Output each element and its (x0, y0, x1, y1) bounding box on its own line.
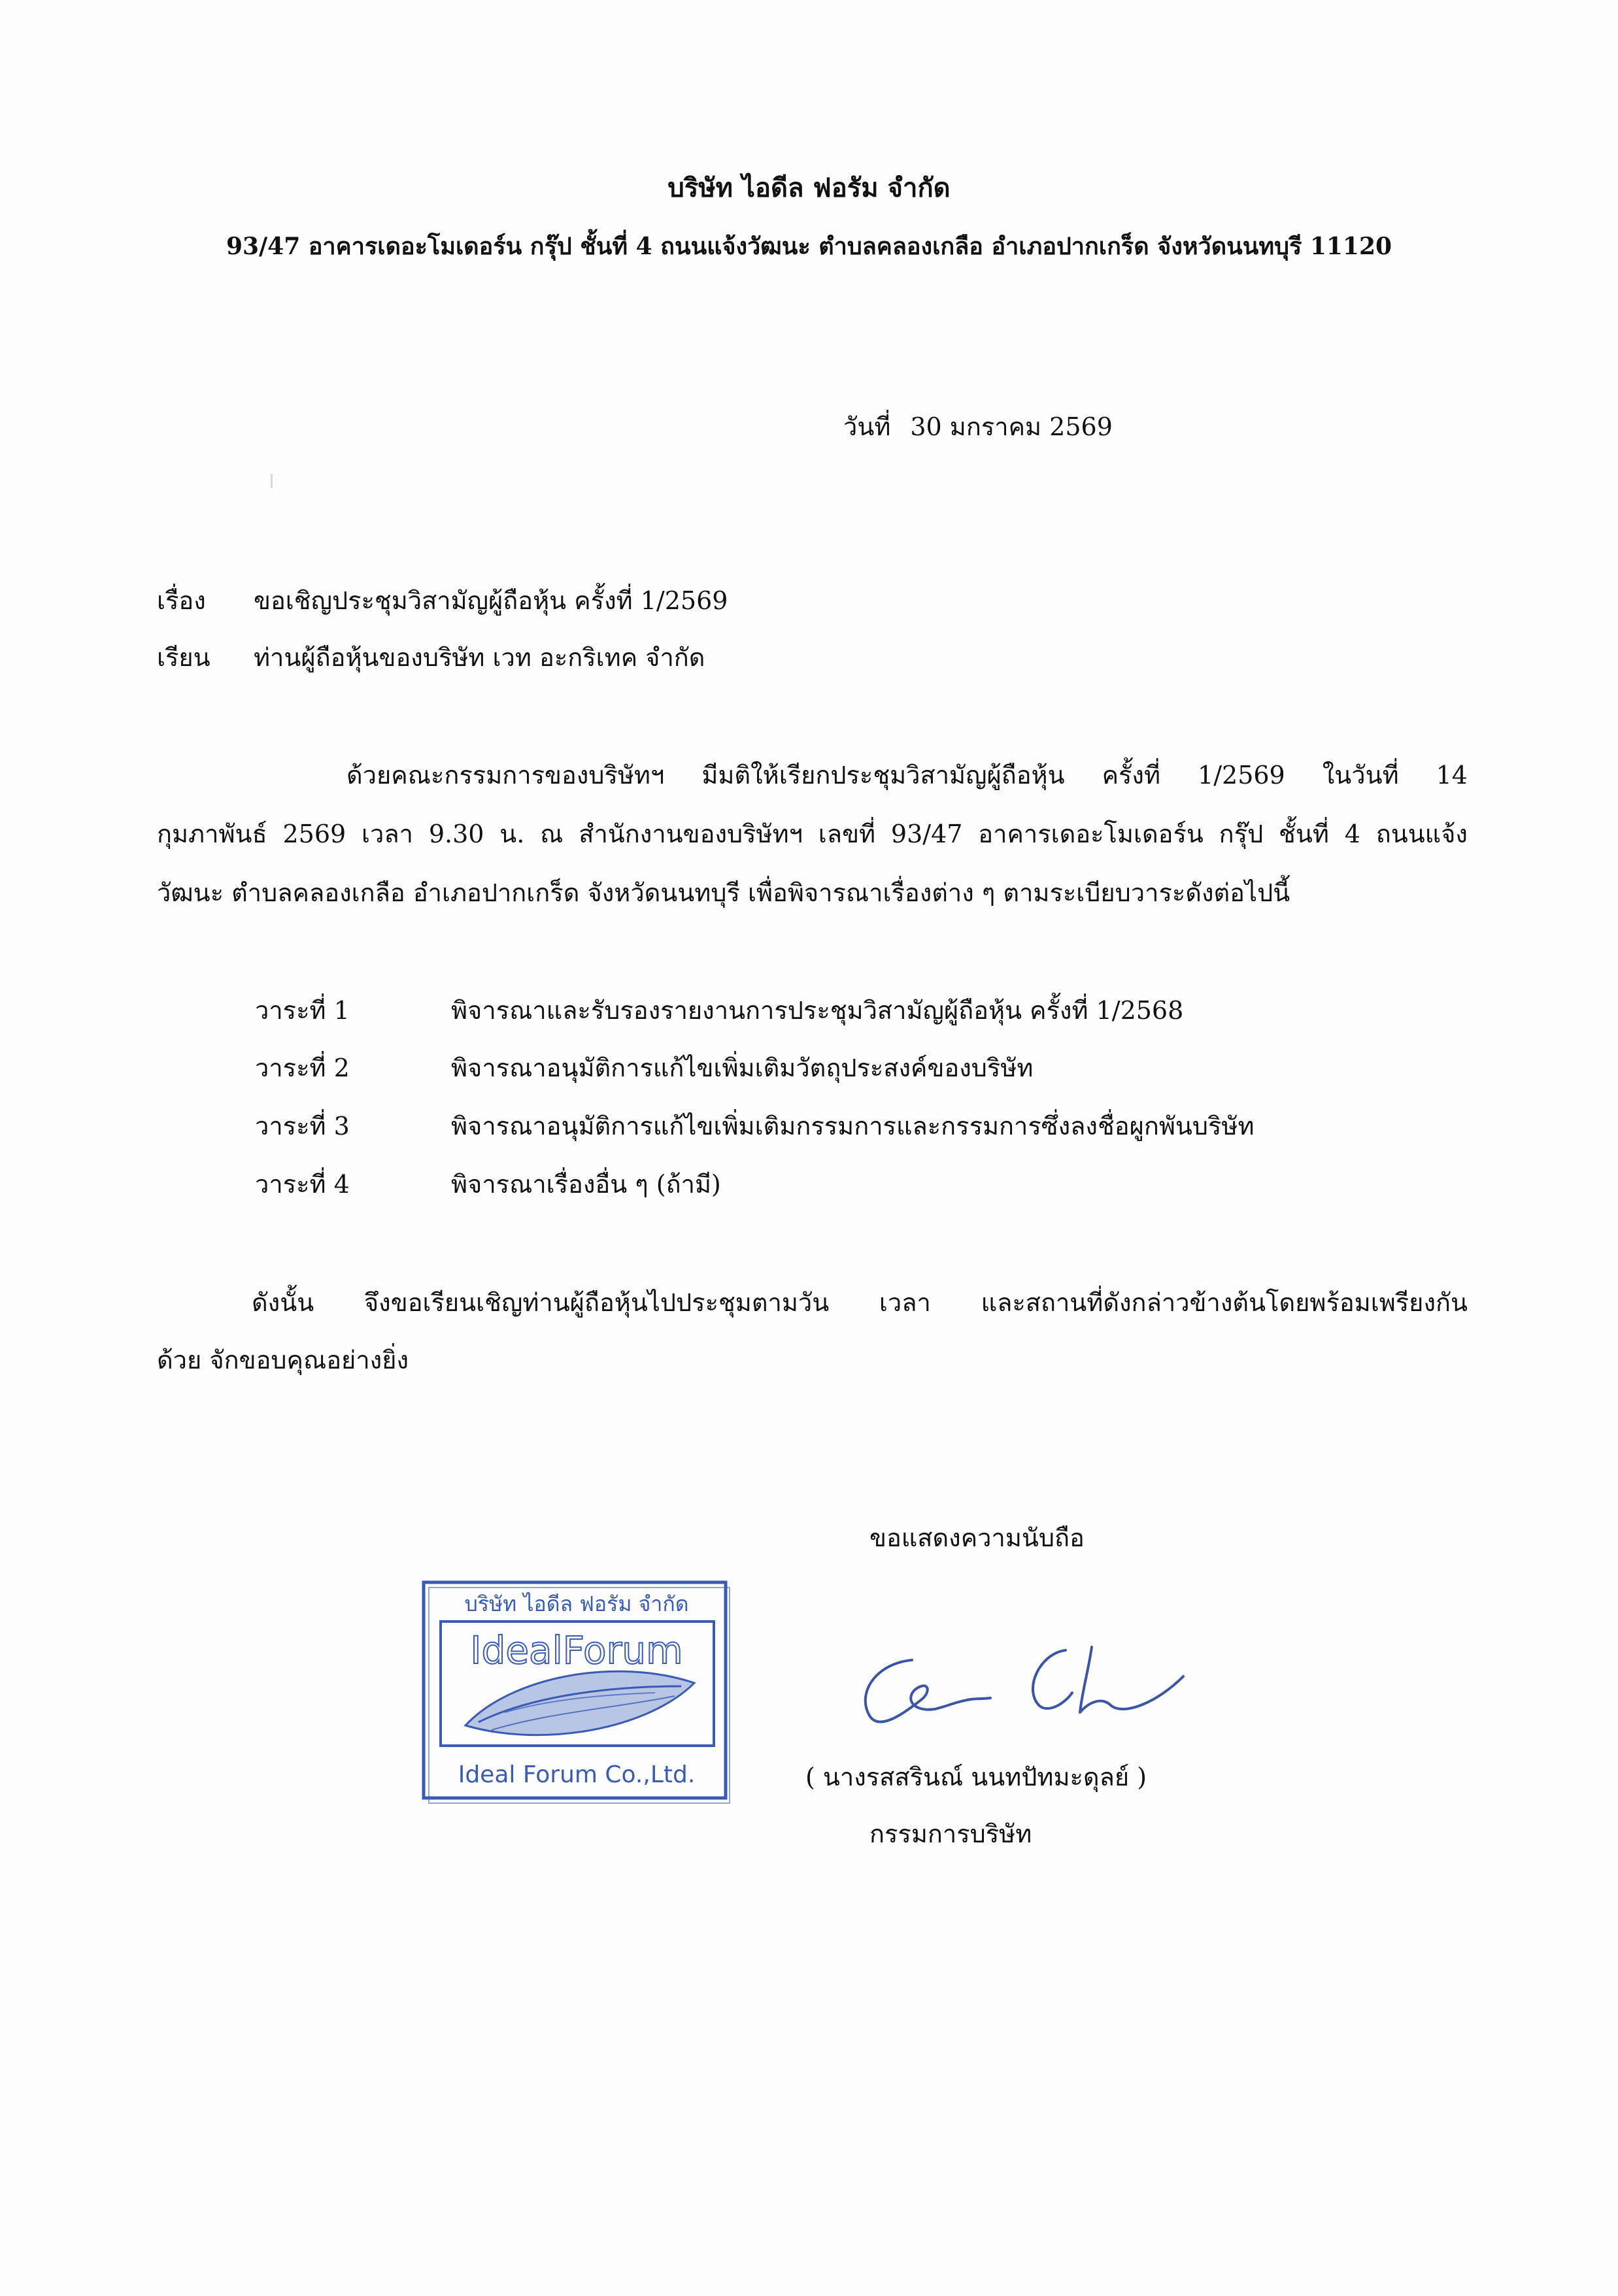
paragraph2-line: ด้วย จักขอบคุณอย่างยิ่ง (157, 1346, 409, 1374)
paragraph1-line: ด้วยคณะกรรมการของบริษัทฯ มีมติให้เรียกประชุมวิสามัญผู้ถือหุ้น ครั้งที่ 1/2569 ในวันที่ 14 (346, 761, 1468, 790)
stamp-logo-text: IdealForum (470, 1628, 683, 1672)
subject-text: ขอเชิญประชุมวิสามัญผู้ถือหุ้น ครั้งที่ 1/2569 (254, 586, 728, 615)
agenda-number: วาระที่ 4 (255, 1170, 350, 1199)
agenda-number: วาระที่ 1 (255, 996, 350, 1025)
agenda-number: วาระที่ 3 (255, 1112, 350, 1140)
paragraph1-line: วัฒนะ ตำบลคลองเกลือ อำเภอปากเกร็ด จังหวัดนนทบุรี เพื่อพิจารณาเรื่องต่าง ๆ ตามระเบียบวาระดังต่อไปนี้ (157, 878, 1290, 907)
recipient-label: เรียน (157, 643, 211, 672)
signer-name: ( นางรสสรินณ์ นนทปัทมะดุลย์ ) (805, 1763, 1147, 1791)
recipient-text: ท่านผู้ถือหุ้นของบริษัท เวท อะกริเทค จำกัด (254, 643, 705, 672)
stamp-top-text: บริษัท ไอดีล ฟอรัม จำกัด (464, 1591, 689, 1616)
signer-title: กรรมการบริษัท (869, 1820, 1032, 1848)
company-address: 93/47 อาคารเดอะโมเดอร์น กรุ๊ป ชั้นที่ 4 ถนนแจ้งวัฒนะ ตำบลคลองเกลือ อำเภอปากเกร็ด จังหวัดนนทบุรี 11120 (226, 233, 1392, 260)
stamp-bottom-text: Ideal Forum Co.,Ltd. (458, 1761, 696, 1788)
agenda-item (255, 1048, 1033, 1088)
agenda-text: พิจารณาเรื่องอื่น ๆ (ถ้ามี) (451, 1170, 721, 1199)
agenda-item (255, 1106, 1255, 1146)
agenda-text: พิจารณาอนุมัติการแก้ไขเพิ่มเติมกรรมการและกรรมการซึ่งลงชื่อผูกพันบริษัท (451, 1112, 1255, 1140)
company-name: บริษัท ไอดีล ฟอรัม จำกัด (667, 173, 951, 203)
agenda-item (255, 990, 1183, 1030)
agenda-item (255, 1164, 721, 1204)
company-stamp (420, 1578, 735, 1806)
handwritten-signature (850, 1640, 1203, 1739)
paragraph2-line: ดังนั้น จึงขอเรียนเชิญท่านผู้ถือหุ้นไปประชุมตามวัน เวลา และสถานที่ดังกล่าวข้างต้นโดยพร้อมเพรียงกัน (252, 1288, 1468, 1317)
leaf-logo-icon (465, 1671, 694, 1735)
letter-date (843, 407, 1113, 446)
agenda-number: วาระที่ 2 (255, 1054, 350, 1082)
subject-line (157, 580, 728, 620)
subject-label: เรื่อง (157, 586, 206, 615)
scan-artifact (271, 474, 273, 488)
agenda-text: พิจารณาอนุมัติการแก้ไขเพิ่มเติมวัตถุประสงค์ของบริษัท (451, 1054, 1034, 1082)
date-label: วันที่ (843, 412, 891, 441)
paragraph1-line: กุมภาพันธ์ 2569 เวลา 9.30 น. ณ สำนักงานของบริษัทฯ เลขที่ 93/47 อาคารเดอะโมเดอร์น กรุ๊ป ชั้นที่ 4 ถนนแจ้ง (157, 820, 1468, 848)
closing-salutation: ขอแสดงความนับถือ (869, 1523, 1085, 1552)
recipient-line (157, 637, 705, 677)
date-value: 30 มกราคม 2569 (910, 412, 1113, 441)
agenda-text: พิจารณาและรับรองรายงานการประชุมวิสามัญผู้ถือหุ้น ครั้งที่ 1/2568 (451, 996, 1184, 1025)
